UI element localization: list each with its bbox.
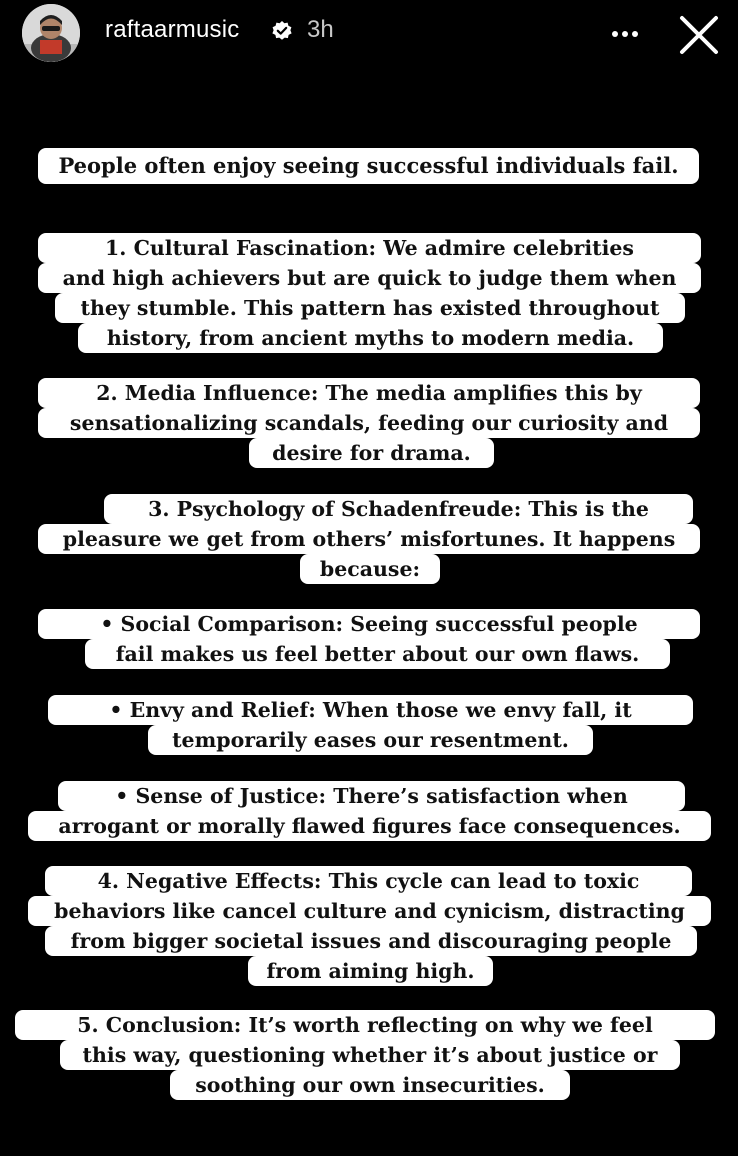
username[interactable]: raftaarmusic (105, 16, 240, 43)
item-line: and high achievers but are quick to judge them when (38, 263, 701, 293)
item-line: 1. Cultural Fascination: We admire celebrities (38, 233, 701, 263)
more-options-icon[interactable] (604, 16, 646, 52)
verified-badge-icon (271, 20, 293, 42)
item-line: 4. Negative Effects: This cycle can lead to toxic (45, 866, 692, 896)
item-line: desire for drama. (249, 438, 494, 468)
item-line: history, from ancient myths to modern media. (78, 323, 663, 353)
avatar[interactable] (22, 4, 80, 62)
item-line: soothing our own insecurities. (170, 1070, 570, 1100)
story-title: People often enjoy seeing successful individuals fail. (38, 148, 699, 184)
post-time: 3h (307, 16, 334, 43)
item-line: 2. Media Influence: The media amplifies this by (38, 378, 700, 408)
item-line: they stumble. This pattern has existed throughout (55, 293, 685, 323)
item-line: from bigger societal issues and discouraging people (45, 926, 697, 956)
item-line: • Envy and Relief: When those we envy fall, it (48, 695, 693, 725)
item-line: sensationalizing scandals, feeding our curiosity and (38, 408, 700, 438)
item-line: • Social Comparison: Seeing successful people (38, 609, 700, 639)
item-line: 5. Conclusion: It’s worth reflecting on why we feel (15, 1010, 715, 1040)
item-line: this way, questioning whether it’s about justice or (60, 1040, 680, 1070)
item-line: because: (300, 554, 440, 584)
story-header (0, 0, 738, 70)
item-line: from aiming high. (248, 956, 493, 986)
item-line: • Sense of Justice: There’s satisfaction when (58, 781, 685, 811)
item-line: 3. Psychology of Schadenfreude: This is the (104, 494, 693, 524)
item-line: temporarily eases our resentment. (148, 725, 593, 755)
item-line: behaviors like cancel culture and cynicism, distracting (28, 896, 711, 926)
item-line: arrogant or morally flawed figures face consequences. (28, 811, 711, 841)
item-line: fail makes us feel better about our own flaws. (85, 639, 670, 669)
item-line: pleasure we get from others’ misfortunes. It happens (38, 524, 700, 554)
close-icon[interactable] (676, 12, 722, 58)
